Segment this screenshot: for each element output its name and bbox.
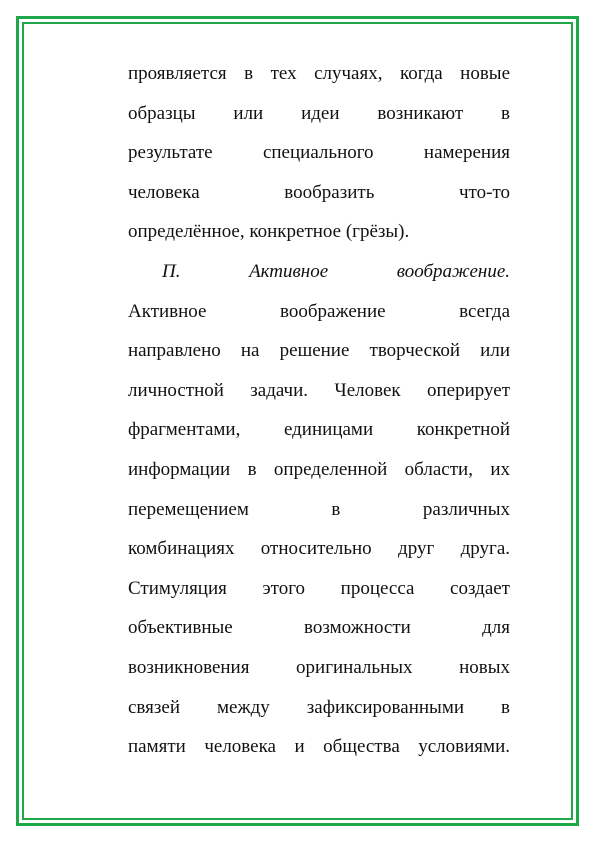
text-line: объективные возможности для bbox=[128, 617, 510, 639]
text-line: направлено на решение творческой или bbox=[128, 340, 510, 362]
text-line: проявляется в тех случаях, когда новые bbox=[128, 63, 510, 84]
section-heading-active-imagination: П. Активное воображение. bbox=[162, 260, 510, 282]
text-line: перемещением в различных bbox=[128, 498, 510, 520]
text-line: связей между зафиксированными в bbox=[128, 696, 510, 718]
text-line: памяти человека и общества условиями. bbox=[128, 736, 510, 758]
text-line: образцы или идеи возникают в bbox=[128, 102, 510, 124]
text-line: личностной задачи. Человек оперирует bbox=[128, 379, 510, 401]
text-line: Активное воображение всегда bbox=[128, 300, 510, 322]
text-line: фрагментами, единицами конкретной bbox=[128, 419, 510, 441]
text-line: Стимуляция этого процесса создает bbox=[128, 577, 510, 599]
text-line-paragraph-end: определённое, конкретное (грёзы). bbox=[128, 221, 410, 243]
text-line: результате специального намерения bbox=[128, 142, 510, 164]
text-line: информации в определенной области, их bbox=[128, 458, 510, 480]
text-line: комбинациях относительно друг друга. bbox=[128, 538, 510, 560]
text-line: возникновения оригинальных новых bbox=[128, 656, 510, 678]
document-body-text bbox=[128, 54, 510, 767]
text-line: человека вообразить что-то bbox=[128, 181, 510, 203]
